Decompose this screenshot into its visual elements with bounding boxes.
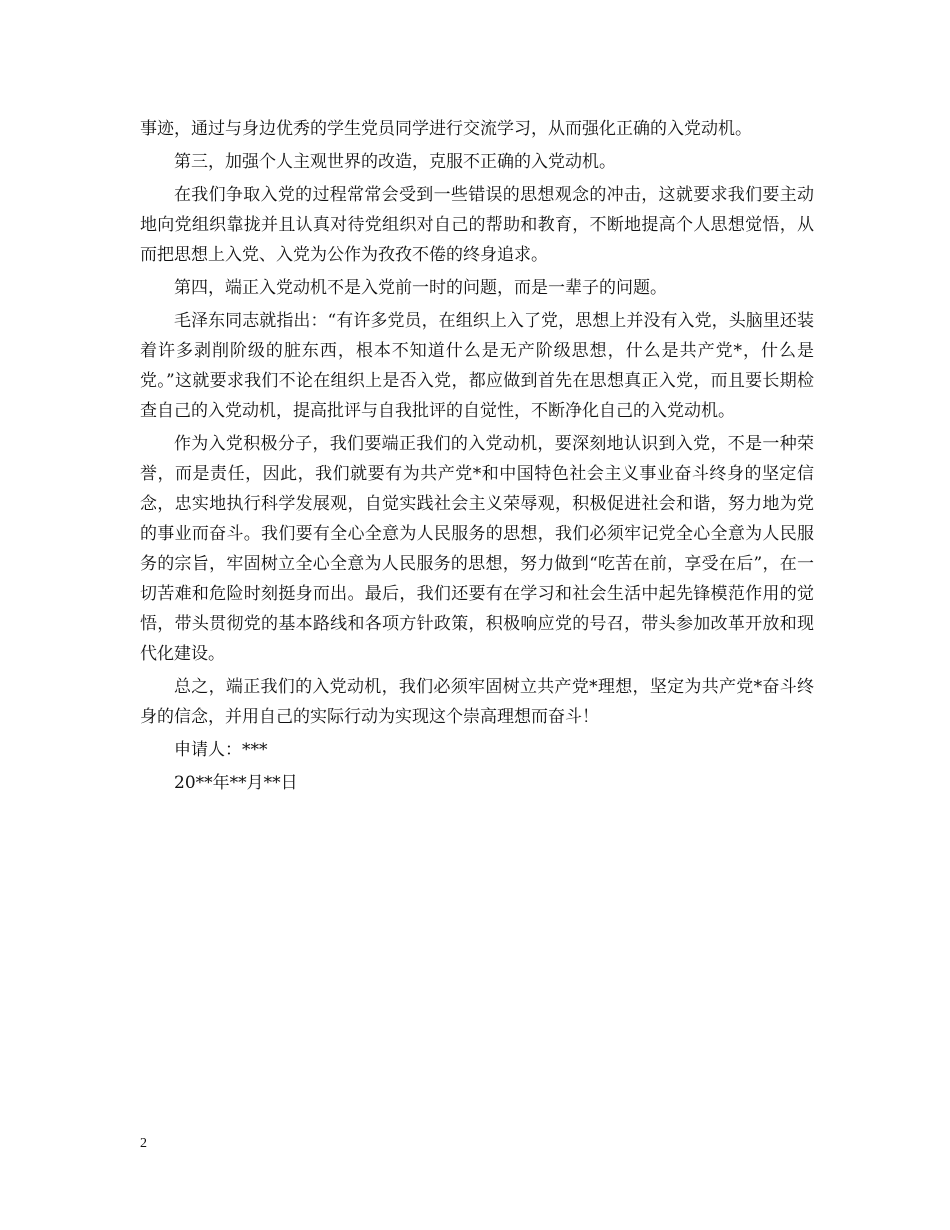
paragraph-conclusion: 总之，端正我们的入党动机，我们必须牢固树立共产党*理想，坚定为共产党*奋斗终身的信念，并用自己的实际行动为实现这个崇高理想而奋斗！ (140, 677, 814, 727)
paragraph-quote: 毛泽东同志就指出：“有许多党员，在组织上入了党，思想上并没有入党，头脑里还装着许多剥削阶级的脏东西，根本不知道什么是无产阶级思想，什么是共产党*，什么是党。”这就要求我们不论在组织上是否入党，都应做到首先在思想真正入党，而且要长期检查自己的入党动机，提高批评与自我批评的自觉性，不断净化自己的入党动机。 (140, 311, 814, 421)
paragraph: 作为入党积极分子，我们要端正我们的入党动机，要深刻地认识到入党，不是一种荣誉，而是责任，因此，我们就要有为共产党*和中国特色社会主义事业奋斗终身的坚定信念，忠实地执行科学发展观，自觉实践社会主义荣辱观，积极促进社会和谐，努力地为党的事业而奋斗。我们要有全心全意为人民服务的思想，我们必须牢记党全心全意为人民服务的宗旨，牢固树立全心全意为人民服务的思想，努力做到“吃苦在前，享受在后”，在一切苦难和危险时刻挺身而出。最后，我们还要有在学习和社会生活中起先锋模范作用的觉悟，带头贯彻党的基本路线和各项方针政策，积极响应党的号召，带头参加改革开放和现代化建设。 (140, 434, 814, 664)
document-body (140, 114, 814, 801)
paragraph-point-three: 第三，加强个人主观世界的改造，克服不正确的入党动机。 (174, 152, 616, 172)
paragraph: 在我们争取入党的过程常常会受到一些错误的思想观念的冲击，这就要求我们要主动地向党组织靠拢并且认真对待党组织对自己的帮助和教育，不断地提高个人思想觉悟，从而把思想上入党、入党为公作为孜孜不倦的终身追求。 (140, 185, 814, 265)
page-number: 2 (140, 1136, 147, 1151)
paragraph-continuation: 事迹，通过与身边优秀的学生党员同学进行交流学习，从而强化正确的入党动机。 (140, 119, 752, 139)
signature-date: 20**年**月**日 (174, 773, 298, 793)
paragraph-point-four: 第四，端正入党动机不是入党前一时的问题，而是一辈子的问题。 (174, 278, 667, 298)
applicant-signature: 申请人：*** (174, 740, 268, 760)
